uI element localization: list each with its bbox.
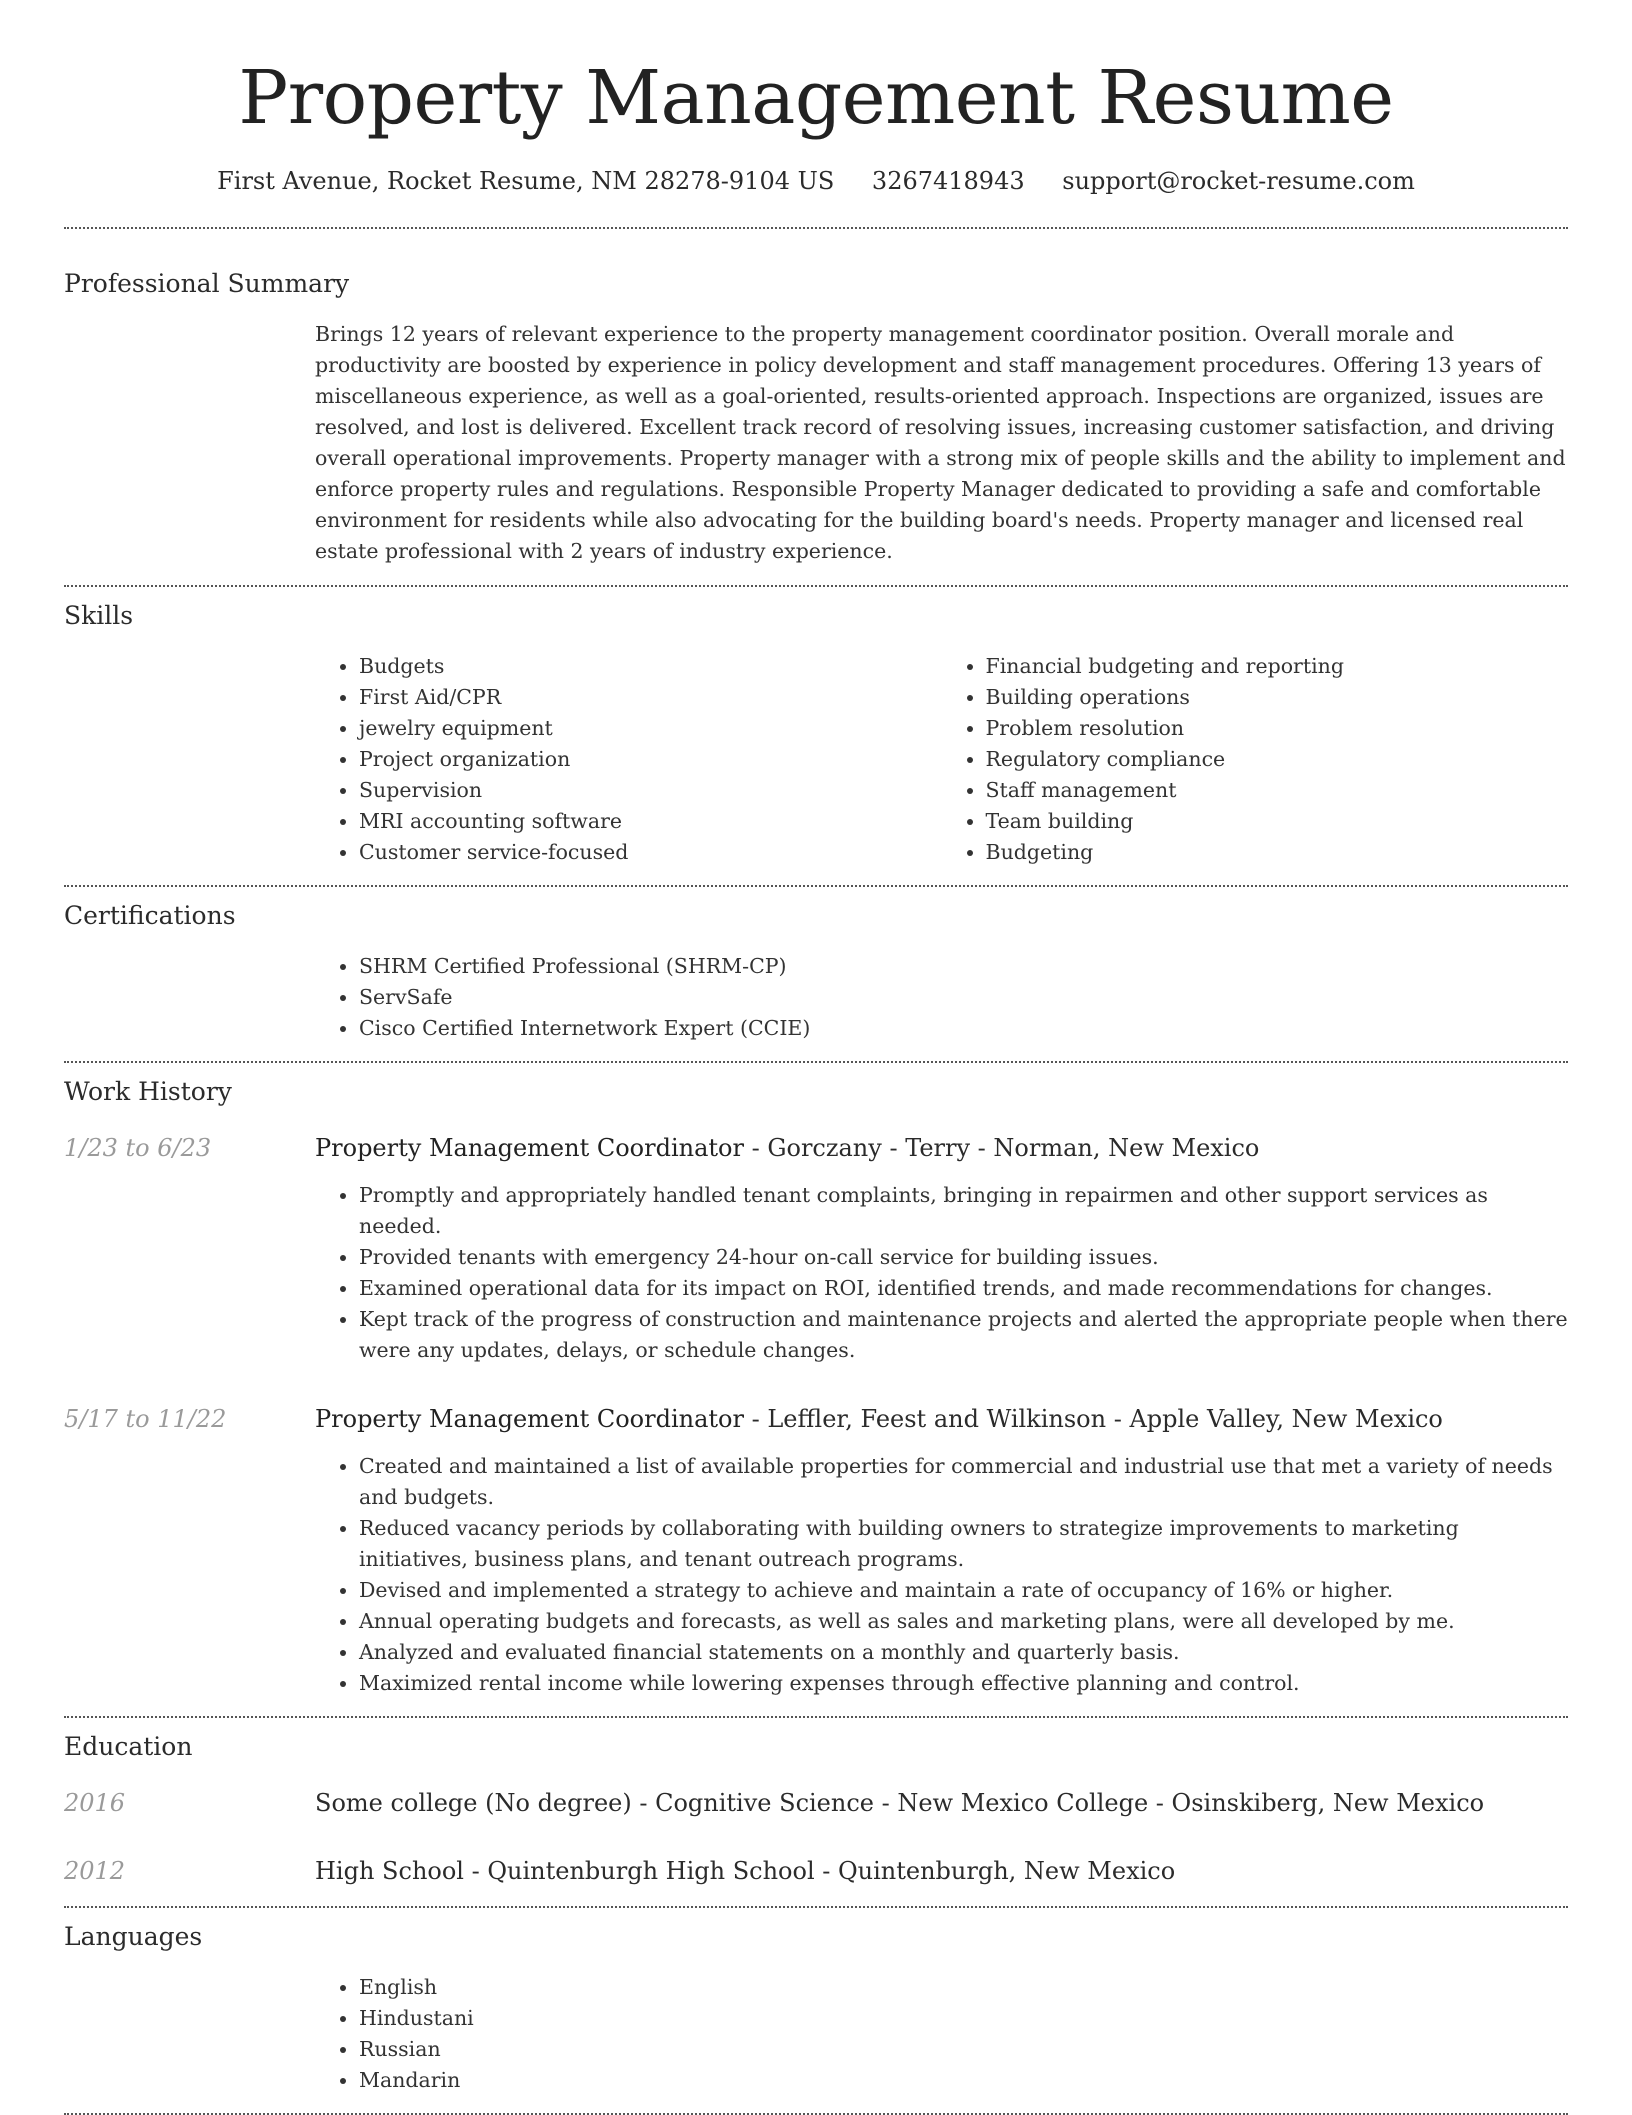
resume-title: Property Management Resume (238, 55, 1394, 141)
job-dates: 5/17 to 11/22 (64, 1405, 227, 1433)
list-item: • ServSafe (359, 982, 1568, 1013)
list-item: • SHRM Certified Professional (SHRM-CP) (359, 951, 1568, 982)
section-title-skills: Skills (64, 601, 134, 630)
list-item: • Russian (359, 2034, 1568, 2065)
list-item: • Analyzed and evaluated financial statements on a monthly and quarterly basis. (359, 1637, 1568, 1668)
job-title: Property Management Coordinator (315, 1134, 744, 1162)
job-entry (64, 1133, 1568, 1366)
list-item: • Hindustani (359, 2003, 1568, 2034)
list-item: • Mandarin (359, 2065, 1568, 2096)
job-body (315, 1133, 1568, 1366)
list-item: • English (359, 1972, 1568, 2003)
list-item: • Supervision (359, 775, 942, 806)
job-bullets (315, 1180, 1568, 1366)
summary-content (315, 319, 1568, 567)
list-item: • Regulatory compliance (986, 744, 1569, 775)
section-title-education: Education (64, 1732, 193, 1761)
job-company: - Gorczany - Terry - Norman, New Mexico (743, 1134, 1260, 1162)
education-heading (315, 1788, 1484, 1818)
contact-line (64, 166, 1568, 196)
languages-bullets (315, 1972, 1568, 2096)
contact-phone: 3267418943 (871, 167, 1025, 195)
list-item: • Cisco Certified Internetwork Expert (CCIE) (359, 1013, 1568, 1044)
list-item: • Team building (986, 806, 1569, 837)
job-body (315, 1404, 1568, 1699)
list-item: • Maximized rental income while lowering expenses through effective planning and control. (359, 1668, 1568, 1699)
job-entry (64, 1404, 1568, 1699)
list-item: • Customer service-focused (359, 837, 942, 868)
list-item: • Provided tenants with emergency 24-hour on-call service for building issues. (359, 1242, 1568, 1273)
contact-address: First Avenue, Rocket Resume, NM 28278-9104 US (217, 167, 835, 195)
education-year: 2012 (64, 1857, 126, 1885)
section-title-work-history: Work History (64, 1077, 232, 1106)
summary-text: Brings 12 years of relevant experience to the property management coordinator position. Overall morale and productivity are boosted by experience in policy development and staff management procedures. Offering 13 years of miscellaneous experience, as well as a goal-oriented, results-oriented approach. Inspections are organized, issues are resolved, and lost is delivered. Excellent track record of resolving issues, increasing customer satisfaction, and driving overall operational improvements. Property manager with a strong mix of people skills and the ability to implement and enforce property rules and regulations. Responsible Property Manager dedicated to providing a safe and comfortable environment for residents while also advocating for the building board's needs. Property manager and licensed real estate professional with 2 years of industry experience. (315, 322, 1566, 563)
job-company: - Leffler, Feest and Wilkinson - Apple Valley, New Mexico (743, 1405, 1443, 1433)
contact-email: support@rocket-resume.com (1062, 167, 1415, 195)
education-year: 2016 (64, 1789, 126, 1817)
skills-column-right (942, 651, 1569, 868)
resume-page (64, 0, 1568, 2115)
job-dates: 1/23 to 6/23 (64, 1134, 212, 1162)
languages-list (315, 1972, 1568, 2096)
skills-column-left (315, 651, 942, 868)
list-item: • Budgeting (986, 837, 1569, 868)
education-school: - New Mexico College - Osinskiberg, New Mexico (873, 1789, 1485, 1817)
list-item: • Kept track of the progress of construction and maintenance projects and alerted the appropriate people when there were any updates, delays, or schedule changes. (359, 1304, 1568, 1366)
education-school: - Quintenburgh High School - Quintenburgh, New Mexico (463, 1857, 1176, 1885)
education-entry (64, 1856, 1568, 1886)
list-item: • MRI accounting software (359, 806, 942, 837)
education-entry (64, 1788, 1568, 1818)
list-item: • Project organization (359, 744, 942, 775)
divider (64, 1061, 1568, 1063)
list-item: • Reduced vacancy periods by collaborating with building owners to strategize improvements to marketing initiatives, business plans, and tenant outreach programs. (359, 1513, 1568, 1575)
list-item: • Budgets (359, 651, 942, 682)
divider (64, 885, 1568, 887)
section-title-certifications: Certifications (64, 901, 236, 930)
job-bullets (315, 1451, 1568, 1699)
job-title: Property Management Coordinator (315, 1405, 744, 1433)
divider (64, 1906, 1568, 1908)
certifications-list (315, 951, 1568, 1044)
list-item: • Problem resolution (986, 713, 1569, 744)
education-degree: Some college (No degree) - Cognitive Science (315, 1789, 874, 1817)
list-item: • Created and maintained a list of available properties for commercial and industrial use that met a variety of needs and budgets. (359, 1451, 1568, 1513)
list-item: • First Aid/CPR (359, 682, 942, 713)
education-degree: High School (315, 1857, 464, 1885)
list-item: • jewelry equipment (359, 713, 942, 744)
certifications-bullets (315, 951, 1568, 1044)
divider (64, 1716, 1568, 1718)
list-item: • Annual operating budgets and forecasts, as well as sales and marketing plans, were all developed by me. (359, 1606, 1568, 1637)
education-heading (315, 1856, 1175, 1886)
divider (64, 227, 1568, 229)
list-item: • Promptly and appropriately handled tenant complaints, bringing in repairmen and other support services as needed. (359, 1180, 1568, 1242)
list-item: • Examined operational data for its impact on ROI, identified trends, and made recommendations for changes. (359, 1273, 1568, 1304)
list-item: • Devised and implemented a strategy to achieve and maintain a rate of occupancy of 16% or higher. (359, 1575, 1568, 1606)
list-item: • Staff management (986, 775, 1569, 806)
divider (64, 585, 1568, 587)
job-heading (315, 1133, 1568, 1163)
list-item: • Building operations (986, 682, 1569, 713)
section-title-summary: Professional Summary (64, 269, 350, 298)
skills-list (315, 651, 1568, 868)
section-title-languages: Languages (64, 1922, 203, 1951)
job-heading (315, 1404, 1568, 1434)
list-item: • Financial budgeting and reporting (986, 651, 1569, 682)
